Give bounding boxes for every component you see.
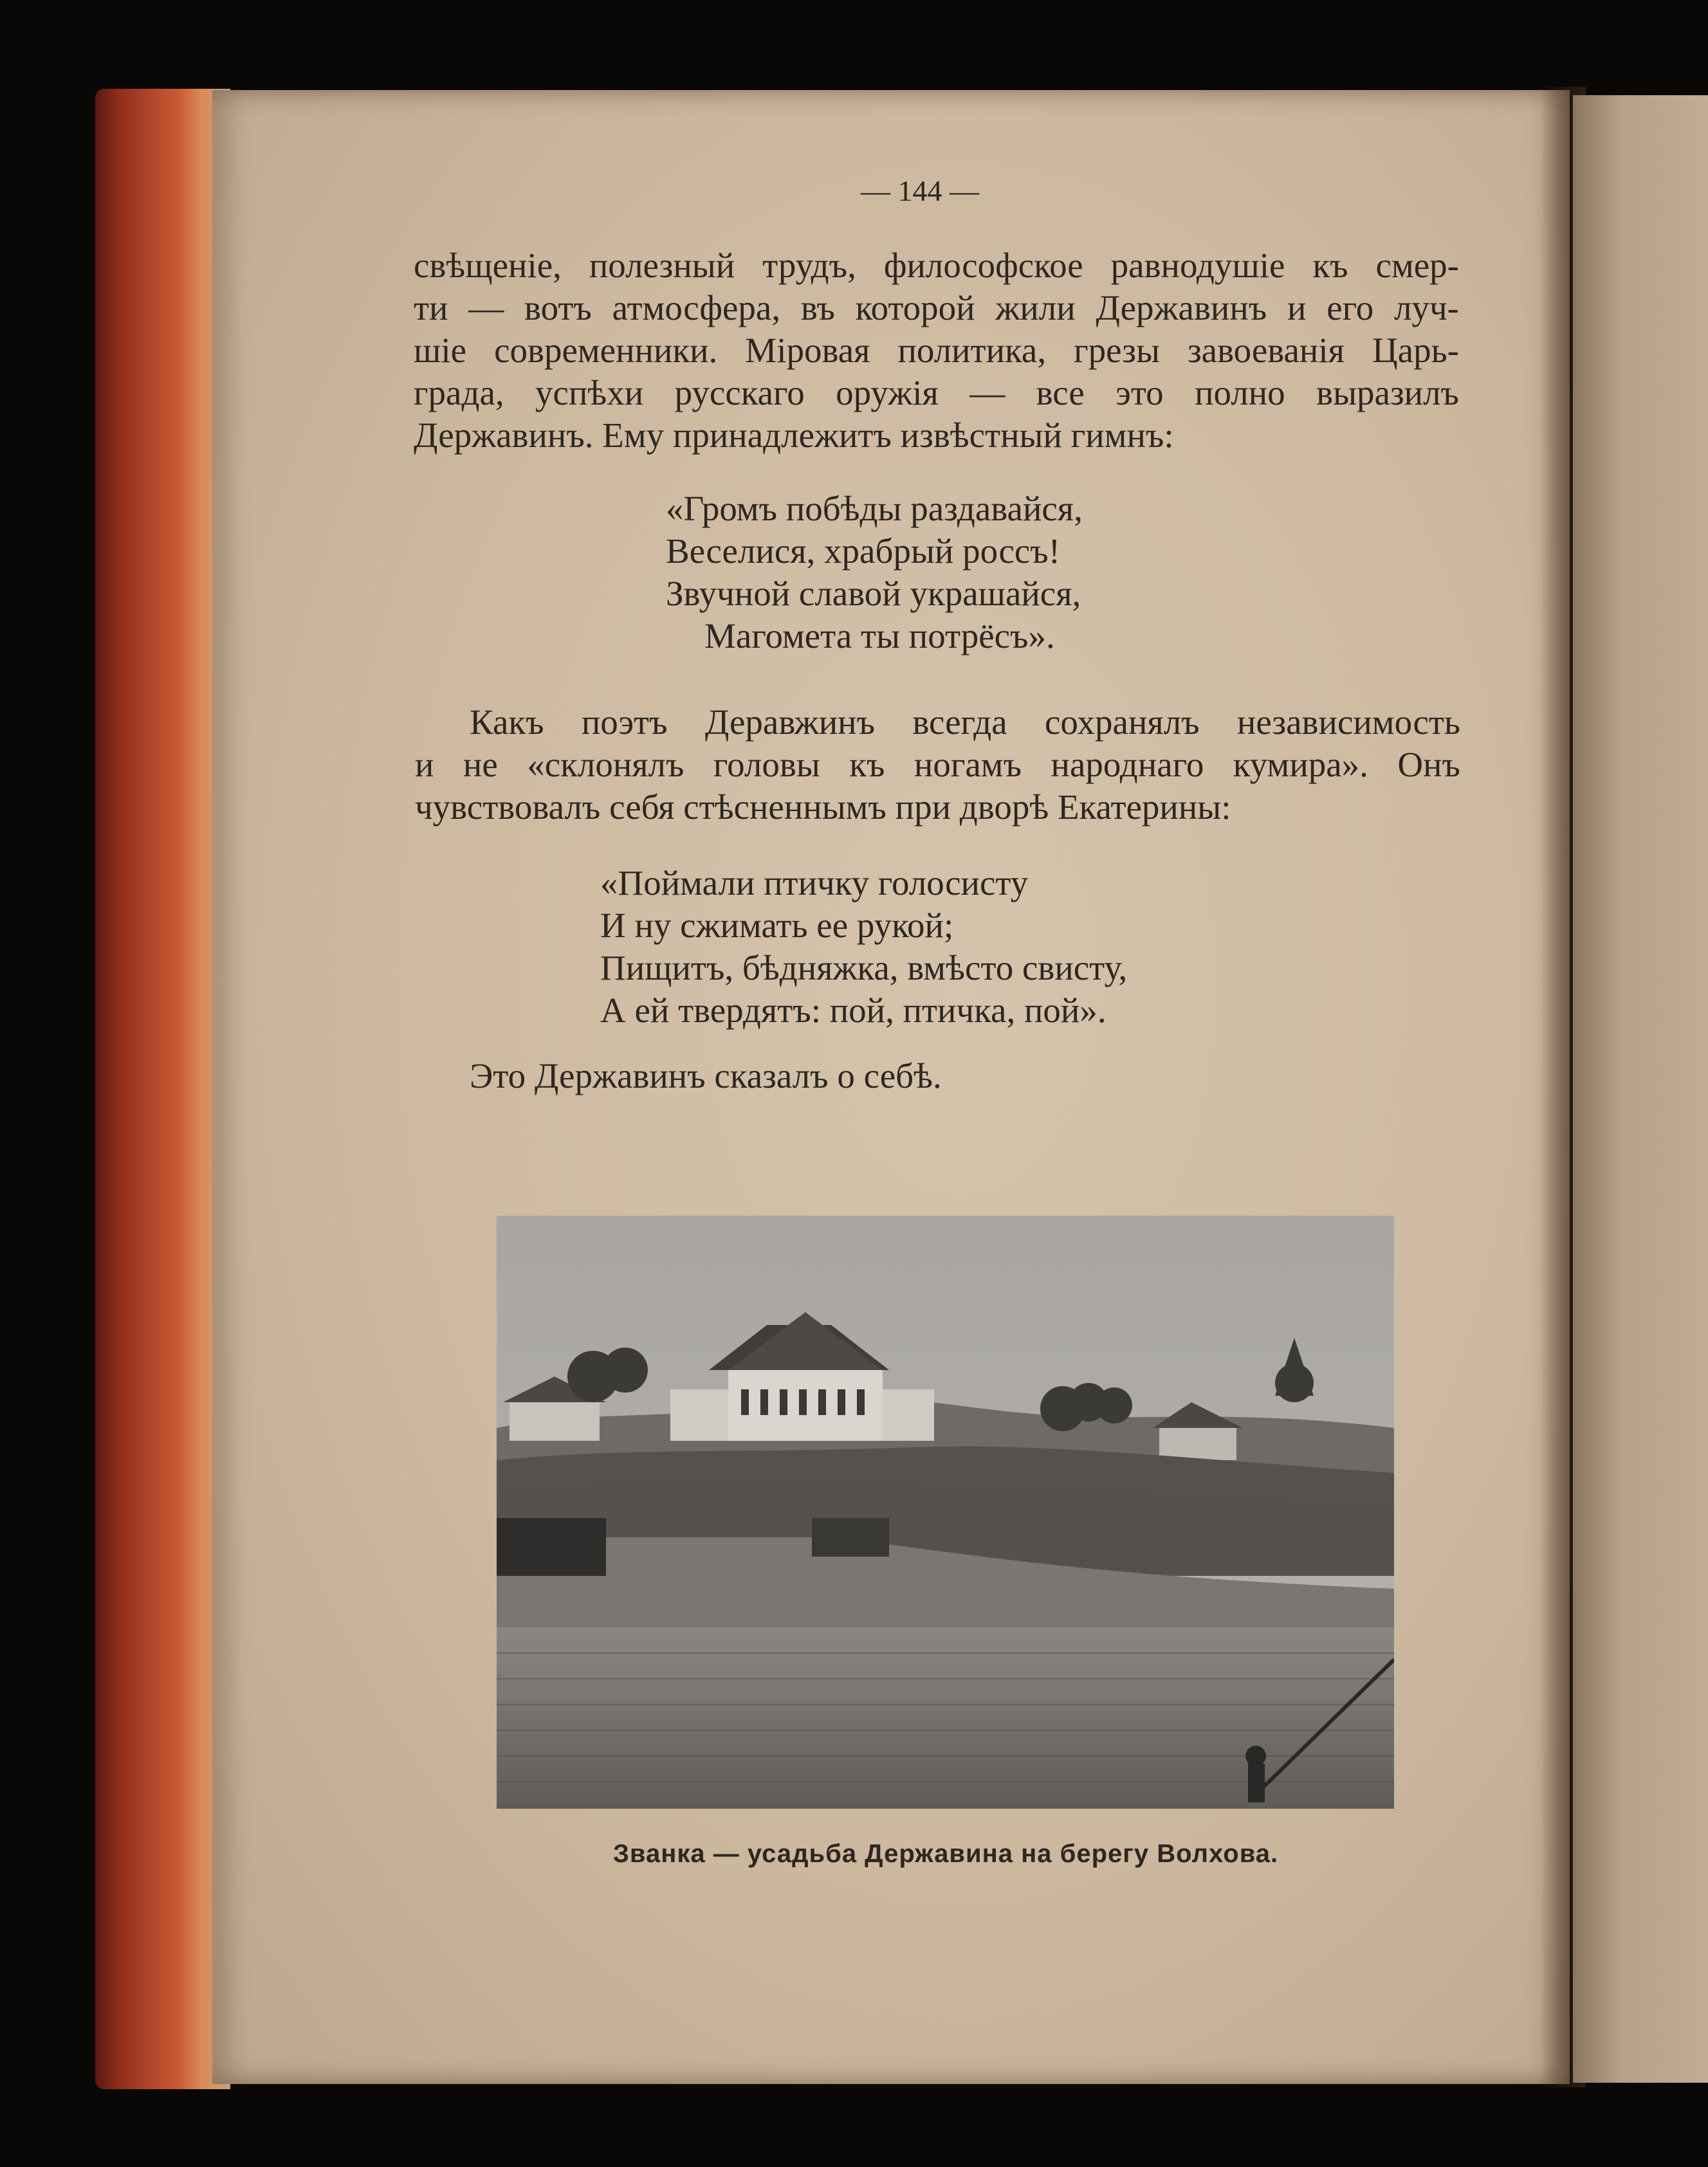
verse-line: Звучной славой украшайся, [666,574,1081,613]
paragraph-1 [414,244,1459,457]
estate-illustration [497,1216,1394,1809]
verse-line: «Громъ побѣды раздавайся, [666,489,1083,528]
verse-line: А ей твердятъ: пой, птичка, пой». [600,991,1107,1030]
verse-2 [600,862,1127,1032]
text-line: свѣщеніе, полезный трудъ, философское равнодушіе къ смер- [414,246,1459,285]
text-line: Какъ поэтъ Деравжинъ всегда сохранялъ независимость [470,702,1460,742]
text-line: чувствовалъ себя стѣсненнымъ при дворѣ Екатерины: [415,787,1231,827]
verse-line: «Поймали птичку голосисту [600,863,1029,902]
facing-page-edge [1573,95,1708,2083]
verse-line: И ну сжимать ее рукой; [600,906,954,945]
estate-engraving-image [497,1216,1394,1809]
figure-caption: Званка — усадьба Державина на берегу Волхова. [612,1840,1279,1868]
book-page-edges [95,89,230,2089]
verse-line: Пищитъ, бѣдняжка, вмѣсто свисту, [600,948,1128,987]
text-line: града, успѣхи русскаго оружія — все это полно выразилъ [414,373,1459,412]
paragraph-2 [415,701,1460,828]
text-line: Державинъ. Ему принадлежитъ извѣстный гимнъ: [414,416,1174,455]
text-line: ти — вотъ атмосфера, въ которой жили Державинъ и его луч- [414,288,1459,327]
verse-line: Магомета ты потрёсъ». [704,616,1055,655]
verse-1 [666,488,1083,657]
text-line: шіе современники. Міровая политика, грезы завоеванія Царь- [414,331,1459,370]
verse-line: Веселися, храбрый россъ! [666,531,1061,571]
page-number: — 144 — [861,174,979,207]
text-line: и не «склонялъ головы къ ногамъ народнаго кумира». Онъ [415,745,1460,784]
closing-line: Это Державинъ сказалъ о себѣ. [470,1056,942,1095]
